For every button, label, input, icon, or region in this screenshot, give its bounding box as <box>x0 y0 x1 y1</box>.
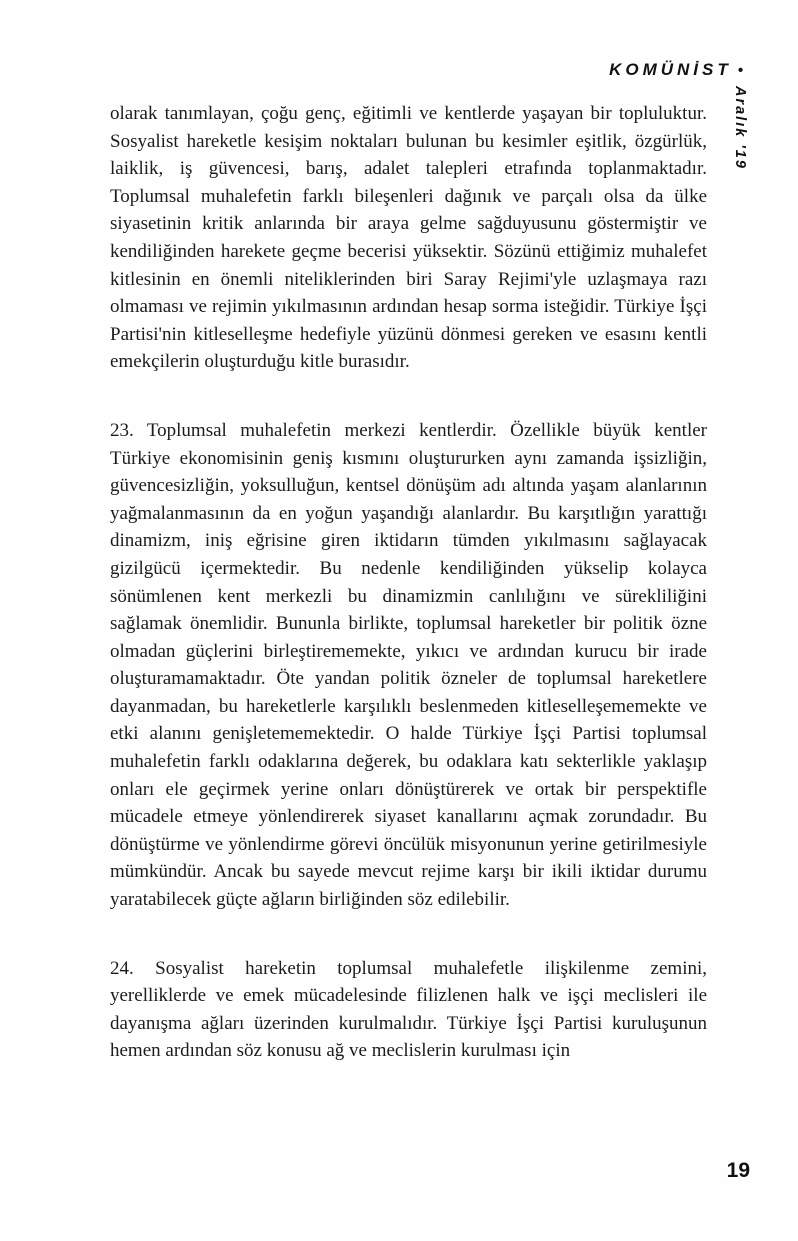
header-bullet: • <box>737 62 743 79</box>
paragraph-24: 24. Sosyalist hareketin toplumsal muhalefetle ilişkilenme zemini, yerelliklerde ve emek mücadelesinde filizlenen halk ve işçi meclisleri ile dayanışma ağları üzerinden kurulmalıdır. Türkiye İşçi Partisi kuruluşunun hemen ardından söz konusu ağ ve meclislerin kurulması için <box>110 957 707 1062</box>
issue-date-vertical: Aralık '19 <box>732 86 748 170</box>
magazine-header <box>609 60 743 80</box>
body-text <box>110 100 707 1065</box>
paragraph-continuation: olarak tanımlayan, çoğu genç, eğitimli ve kentlerde yaşayan bir topluluktur. Sosyalist hareketle kesişim noktaları bulunan bu kesimler eşitlik, özgürlük, laiklik, iş güvencesi, barış, adalet talepleri etrafında toplanmaktadır. Toplumsal muhalefetin farklı bileşenleri dağınık ve parçalı olsa da ülke siyasetinin kritik anlarında bir araya gelme sağduyusunu göstermiştir ve kendiliğinden harekete geçme becerisi yüksektir. Sözünü ettiğimiz muhalefet kitlesinin en önemli niteliklerinden biri Saray Rejimi'yle uzlaşmaya razı olmaması ve rejimin yıkılmasının ardından hesap sorma isteğidir. Türkiye İşçi Partisi'nin kitleselleşme hedefiyle yüzünü dönmesi gereken ve esasını kentli emekçilerin oluşturduğu kitle burasıdır. <box>110 103 707 373</box>
magazine-title: KOMÜNİST <box>609 60 732 79</box>
paragraph-23: 23. Toplumsal muhalefetin merkezi kentlerdir. Özellikle büyük kentler Türkiye ekonomisinin geniş kısmını oluştururken aynı zamanda işsizliğin, güvencesizliğin, yoksulluğun, kentsel dönüşüm adı altında yaşam alanlarının yağmalanmasının da en yoğun yaşandığı alanlardır. Bu karşıtlığın yarattığı dinamizm, iniş eğrisine giren iktidarın tümden yıkılmasını sağlayacak gizilgücü içermektedir. Bu nedenle kendiliğinden yükselip kolayca sönümlenen kent merkezli bu dinamizmin canlılığını ve sürekliliğini sağlamak önemlidir. Bununla birlikte, toplumsal hareketler bir politik özne olmadan güçlerini birleştirememekte, yıkıcı ve ardından kurucu bir irade oluşturamamaktadır. Öte yandan politik özneler de toplumsal hareketlere dayanmadan, bu hareketlerle karşılıklı beslenmeden kitleselleşememekte ve etki alanını genişletememektedir. O halde Türkiye İşçi Partisi toplumsal muhalefetin farklı odaklarına değerek, bu odaklara katı sekterlikle yaklaşıp onları ele geçirmek yerine onları dönüştürerek ve ortak bir perspektifle mücadele etmeye yönlendirerek siyaset kanallarını açmak zorundadır. Bu dönüştürme ve yönlendirme görevi öncülük misyonunun yerine getirilmesiyle mümkündür. Ancak bu sayede mevcut rejime karşı bir ikili iktidar durumu yaratabilecek güçte ağların birliğinden söz edilebilir. <box>110 419 707 911</box>
page-number: 19 <box>726 1159 750 1182</box>
